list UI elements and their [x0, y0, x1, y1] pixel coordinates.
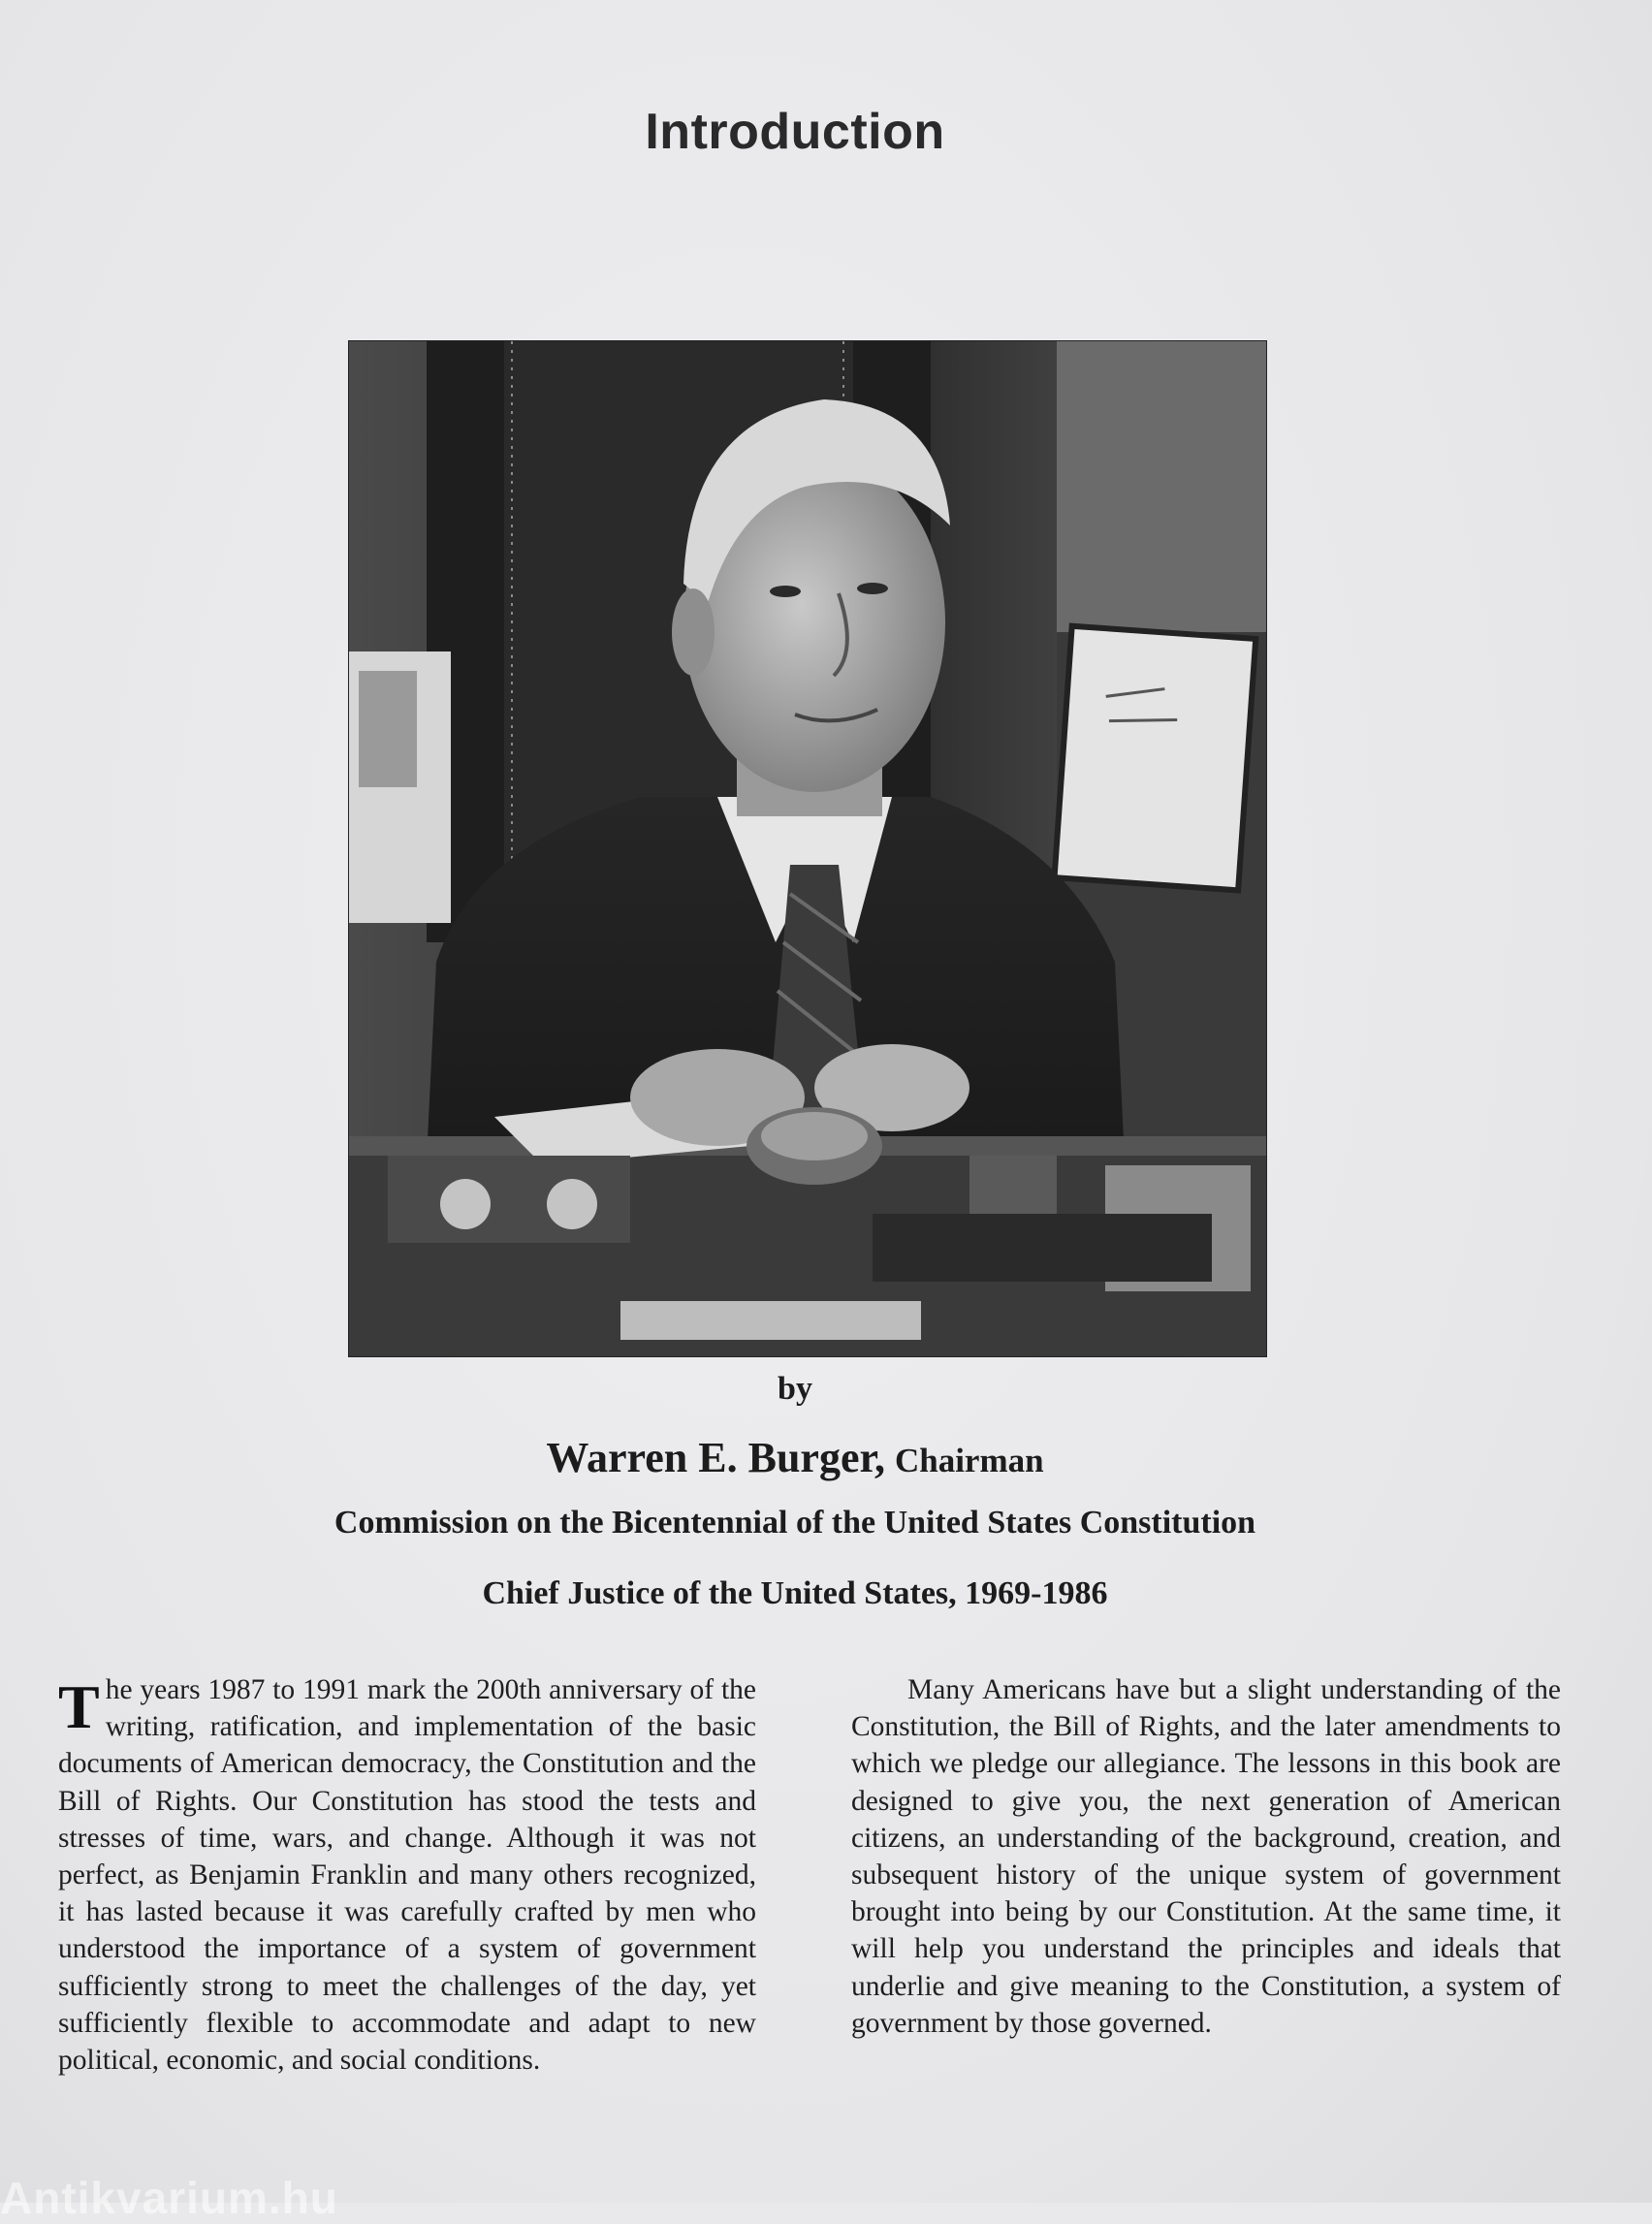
- portrait-photo: [348, 340, 1267, 1357]
- left-paragraph: he years 1987 to 1991 mark the 200th anniversary of the writing, ratification, and implementation of the basic documents of American democracy, the Constitution and the Bill of Rights. Our Constitution has stood the tests and stresses of time, wars, and change. Although it was not perfect, as Benjamin Franklin and many others recognized, it has lasted because it was carefully crafted by men who understood the importance of a system of government sufficiently strong to meet the challenges of the day, yet sufficiently flexible to accommodate and adapt to new political, economic, and social conditions.: [58, 1674, 756, 2077]
- commission-title: Commission on the Bicentennial of the United States Constitution: [334, 1505, 1256, 1541]
- author-name: Warren E. Burger,: [546, 1434, 885, 1481]
- drop-cap: T: [58, 1672, 100, 1741]
- chief-justice-title: Chief Justice of the United States, 1969-1986: [482, 1575, 1108, 1611]
- portrait-illustration: [349, 341, 1266, 1356]
- page-title: Introduction: [645, 104, 945, 160]
- right-paragraph: Many Americans have but a slight understanding of the Constitution, the Bill of Rights, and the later amendments to which we pledge our allegiance. The lessons in this book are designed to give you, the next generation of American citizens, an understanding of the background, creation, and subsequent history of the unique system of government brought into being by our Constitution. At the same time, it will help you understand the principles and ideals that underlie and give meaning to the Constitution, a system of government by those governed.: [851, 1674, 1561, 2039]
- body-column-right: [851, 1671, 1561, 2042]
- author-line: [0, 1433, 1590, 1482]
- watermark: Antikvarium.hu: [0, 2173, 338, 2223]
- byline-by: by: [778, 1371, 812, 1407]
- author-role: Chairman: [894, 1442, 1044, 1479]
- body-column-left: [58, 1671, 756, 2079]
